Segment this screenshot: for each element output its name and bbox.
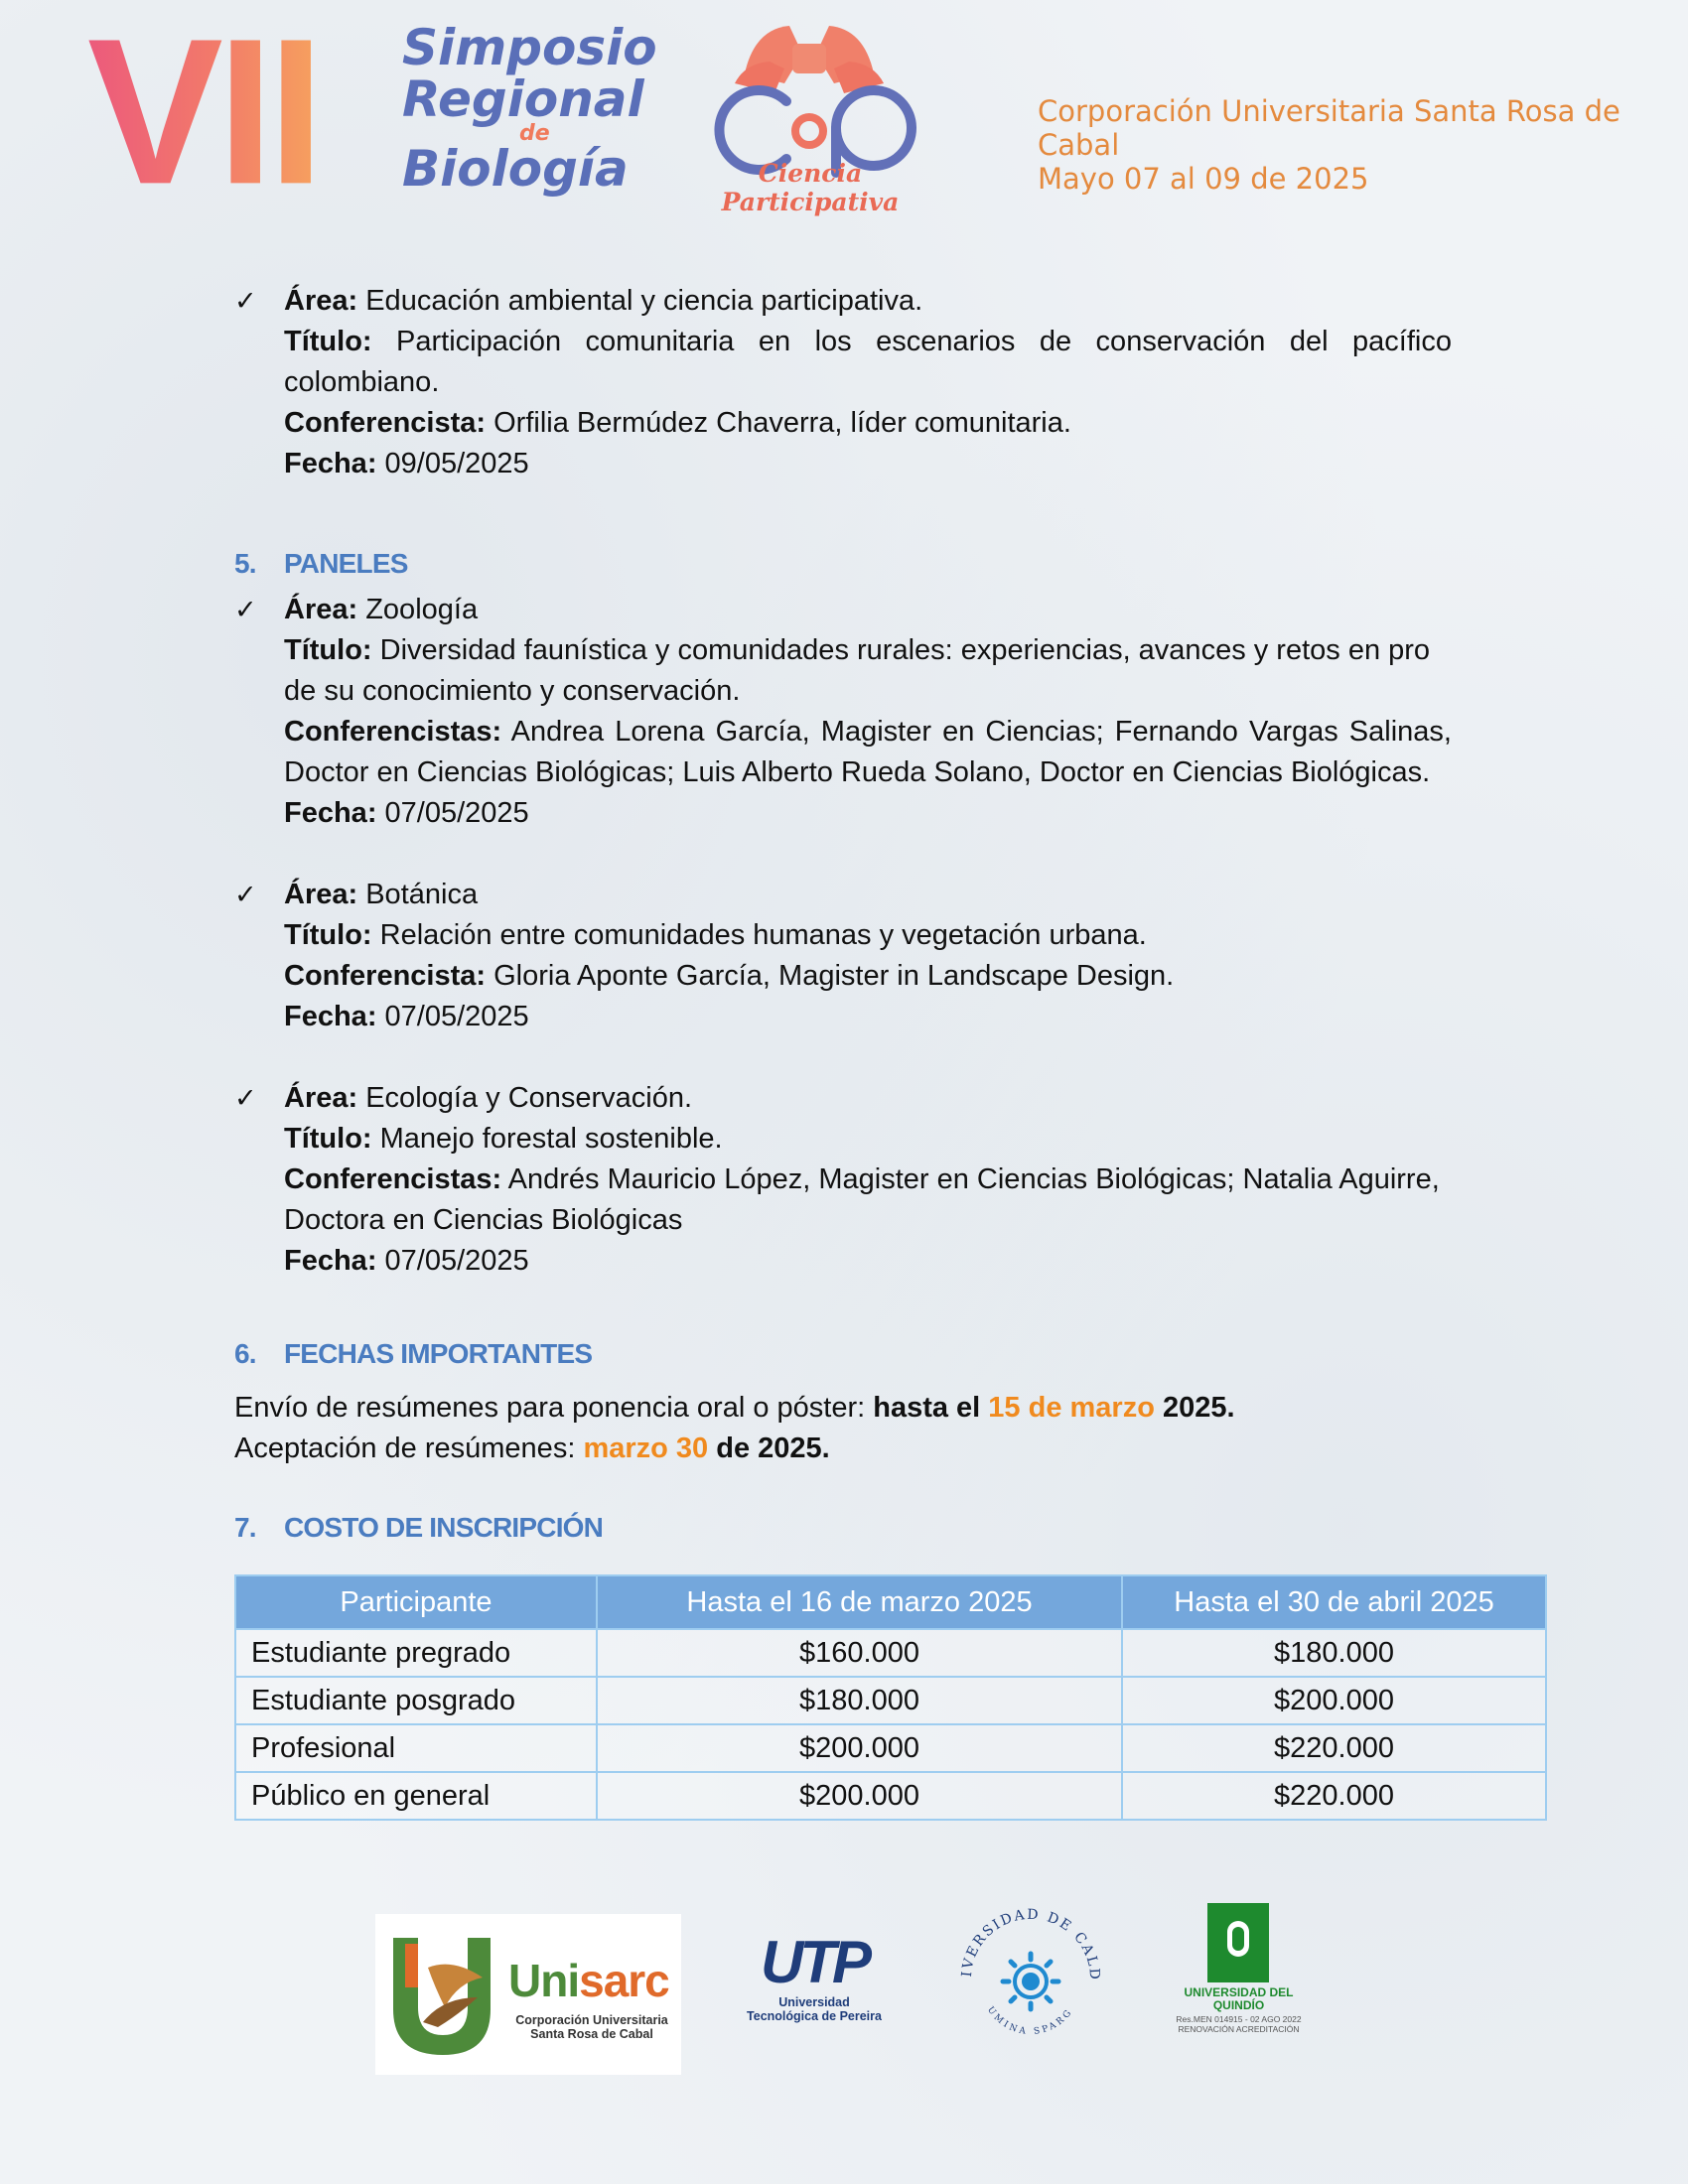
conferencista-value: Andrea Lorena García, Magister en Ciencias; Fernando Vargas Salinas, Doctor en Ciencias Biológicas; Luis Alberto Rueda Solano, Doctor en Ciencias Biológicas.	[284, 716, 1452, 788]
checkmark-icon: ✓	[234, 880, 257, 910]
table-cell: $160.000	[597, 1629, 1122, 1677]
fecha-envio-line	[234, 1388, 1452, 1429]
quindio-shield-icon	[1203, 1899, 1273, 1986]
column-header: Participante	[235, 1575, 597, 1629]
symposium-title	[402, 19, 657, 198]
unisarc-wordmark	[508, 1954, 669, 2007]
section-fechas-heading	[234, 1333, 1452, 1374]
table-cell: $180.000	[597, 1677, 1122, 1724]
table-cell: $220.000	[1122, 1772, 1546, 1820]
table-cell: Estudiante pregrado	[235, 1629, 597, 1677]
area-label: Área:	[284, 879, 358, 910]
section-paneles-heading	[234, 543, 1452, 584]
aceptacion-text: Aceptación de resúmenes:	[234, 1433, 584, 1464]
registration-cost-table	[234, 1574, 1547, 1821]
table-cell: $200.000	[597, 1772, 1122, 1820]
footer-logos	[0, 1886, 1688, 2085]
section-title: PANELES	[284, 548, 408, 579]
section-number: 5.	[234, 548, 256, 579]
area-label: Área:	[284, 285, 358, 317]
conferencista-label: Conferencistas:	[284, 716, 502, 748]
fecha-value: 09/05/2025	[384, 448, 529, 479]
table-cell: $200.000	[597, 1724, 1122, 1772]
unisarc-wordmark-sarc: sarc	[579, 1955, 669, 2006]
conferencista-value: Orfilia Bermúdez Chaverra, líder comunitaria.	[493, 407, 1071, 439]
titulo-value: Manejo forestal sostenible.	[379, 1123, 723, 1155]
fecha-value: 07/05/2025	[384, 1001, 529, 1032]
table-cell: $180.000	[1122, 1629, 1546, 1677]
unisarc-wordmark-uni: Uni	[508, 1955, 580, 2006]
section-title: COSTO DE INSCRIPCIÓN	[284, 1512, 604, 1543]
aceptacion-year: de 2025.	[708, 1433, 830, 1464]
section-number: 6.	[234, 1338, 256, 1369]
section-title: FECHAS IMPORTANTES	[284, 1338, 593, 1369]
header-institution: Corporación Universitaria Santa Rosa de Cabal	[1038, 94, 1620, 162]
fecha-aceptacion-line	[234, 1429, 1452, 1469]
panel-entry-botanica	[234, 875, 1452, 1037]
quindio-accreditation-line-1: Res.MEN 014915 - 02 AGO 2022	[1176, 2014, 1302, 2024]
table-row	[235, 1677, 1546, 1724]
conference-entry	[234, 281, 1452, 484]
envio-date-highlight: 15 de marzo	[988, 1392, 1155, 1424]
cp-logo-caption: Ciencia Participativa	[721, 159, 900, 216]
fecha-label: Fecha:	[284, 797, 377, 829]
header-banner	[0, 0, 1688, 228]
quindio-name: UNIVERSIDAD DEL QUINDÍO	[1184, 1985, 1294, 2012]
fecha-value: 07/05/2025	[384, 1245, 529, 1277]
table-row	[235, 1629, 1546, 1677]
titulo-label: Título:	[284, 1123, 372, 1155]
symposium-title-line-3: Biología	[402, 140, 629, 198]
roman-numeral-vii: VII	[87, 0, 319, 228]
unisarc-subtitle: Corporación Universitaria Santa Rosa de Cabal	[515, 2013, 668, 2041]
quindio-accreditation	[1172, 2014, 1306, 2034]
table-row	[235, 1772, 1546, 1820]
conferencista-label: Conferencista:	[284, 960, 487, 992]
conferencista-label: Conferencistas:	[284, 1163, 502, 1195]
table-cell: Profesional	[235, 1724, 597, 1772]
titulo-label: Título:	[284, 326, 372, 357]
utp-mark-text: UTP	[761, 1929, 868, 1995]
table-header-row	[235, 1575, 1546, 1629]
column-header: Hasta el 16 de marzo 2025	[597, 1575, 1122, 1629]
unisarc-emblem-icon	[383, 1928, 500, 2061]
envio-text: Envío de resúmenes para ponencia oral o póster:	[234, 1392, 874, 1424]
svg-text:UNIVERSIDAD DE CALDAS	[951, 1894, 1102, 1981]
unisarc-logo	[375, 1914, 681, 2075]
titulo-value: Participación comunitaria en los escenarios de conservación del pacífico colombiano.	[284, 326, 1452, 398]
area-label: Área:	[284, 594, 358, 625]
area-label: Área:	[284, 1082, 358, 1114]
panel-entry-zoologia	[234, 590, 1452, 834]
universidad-del-quindio-logo	[1172, 1891, 1306, 2070]
checkmark-icon: ✓	[234, 1083, 257, 1114]
table-cell: $200.000	[1122, 1677, 1546, 1724]
titulo-label: Título:	[284, 634, 372, 666]
fecha-label: Fecha:	[284, 1001, 377, 1032]
fecha-value: 07/05/2025	[384, 797, 529, 829]
envio-bold: hasta el	[873, 1392, 989, 1424]
column-header: Hasta el 30 de abril 2025	[1122, 1575, 1546, 1629]
caldas-sun-seal-icon	[951, 1894, 1110, 2063]
symposium-title-line-1: Simposio	[402, 19, 657, 76]
fecha-label: Fecha:	[284, 1245, 377, 1277]
titulo-label: Título:	[284, 919, 372, 951]
symposium-title-line-2: Regional	[402, 70, 644, 128]
header-dates: Mayo 07 al 09 de 2025	[1038, 162, 1369, 196]
table-cell: Público en general	[235, 1772, 597, 1820]
area-value: Zoología	[365, 594, 479, 625]
symposium-title-de: de	[519, 121, 550, 146]
caldas-ring-text: IVERSIDAD DE CALD	[958, 1906, 1103, 1982]
checkmark-icon: ✓	[234, 286, 257, 317]
section-costos-heading	[234, 1507, 1452, 1548]
area-value: Botánica	[365, 879, 479, 910]
panel-entry-ecologia	[234, 1078, 1452, 1282]
table-cell: $220.000	[1122, 1724, 1546, 1772]
table-cell: Estudiante posgrado	[235, 1677, 597, 1724]
document-body	[234, 281, 1452, 1548]
envio-year: 2025.	[1154, 1392, 1235, 1424]
fecha-label: Fecha:	[284, 448, 377, 479]
conferencista-value: Gloria Aponte García, Magister in Landscape Design.	[493, 960, 1175, 992]
titulo-value: Relación entre comunidades humanas y vegetación urbana.	[379, 919, 1147, 951]
universidad-de-caldas-logo	[951, 1894, 1110, 2063]
utp-subtitle: Universidad Tecnológica de Pereira	[747, 1995, 882, 2023]
table-row	[235, 1724, 1546, 1772]
aceptacion-date-highlight: marzo 30	[583, 1433, 709, 1464]
conferencista-label: Conferencista:	[284, 407, 487, 439]
area-value: Ecología y Conservación.	[365, 1082, 693, 1114]
checkmark-icon: ✓	[234, 595, 257, 625]
section-number: 7.	[234, 1512, 256, 1543]
conferencista-value: Andrés Mauricio López, Magister en Ciencias Biológicas; Natalia Aguirre, Doctora en Ciencias Biológicas	[284, 1163, 1440, 1236]
area-value: Educación ambiental y ciencia participativa.	[365, 285, 923, 317]
utp-logo	[745, 1929, 884, 2063]
header-institution-block	[1038, 94, 1688, 196]
titulo-value: Diversidad faunística y comunidades rurales: experiencias, avances y retos en pro de su conocimiento y conservación.	[284, 634, 1431, 707]
quindio-accreditation-line-2: RENOVACIÓN ACREDITACIÓN	[1178, 2024, 1300, 2034]
caldas-motto-text: UMINA SPARG	[984, 2004, 1075, 2037]
